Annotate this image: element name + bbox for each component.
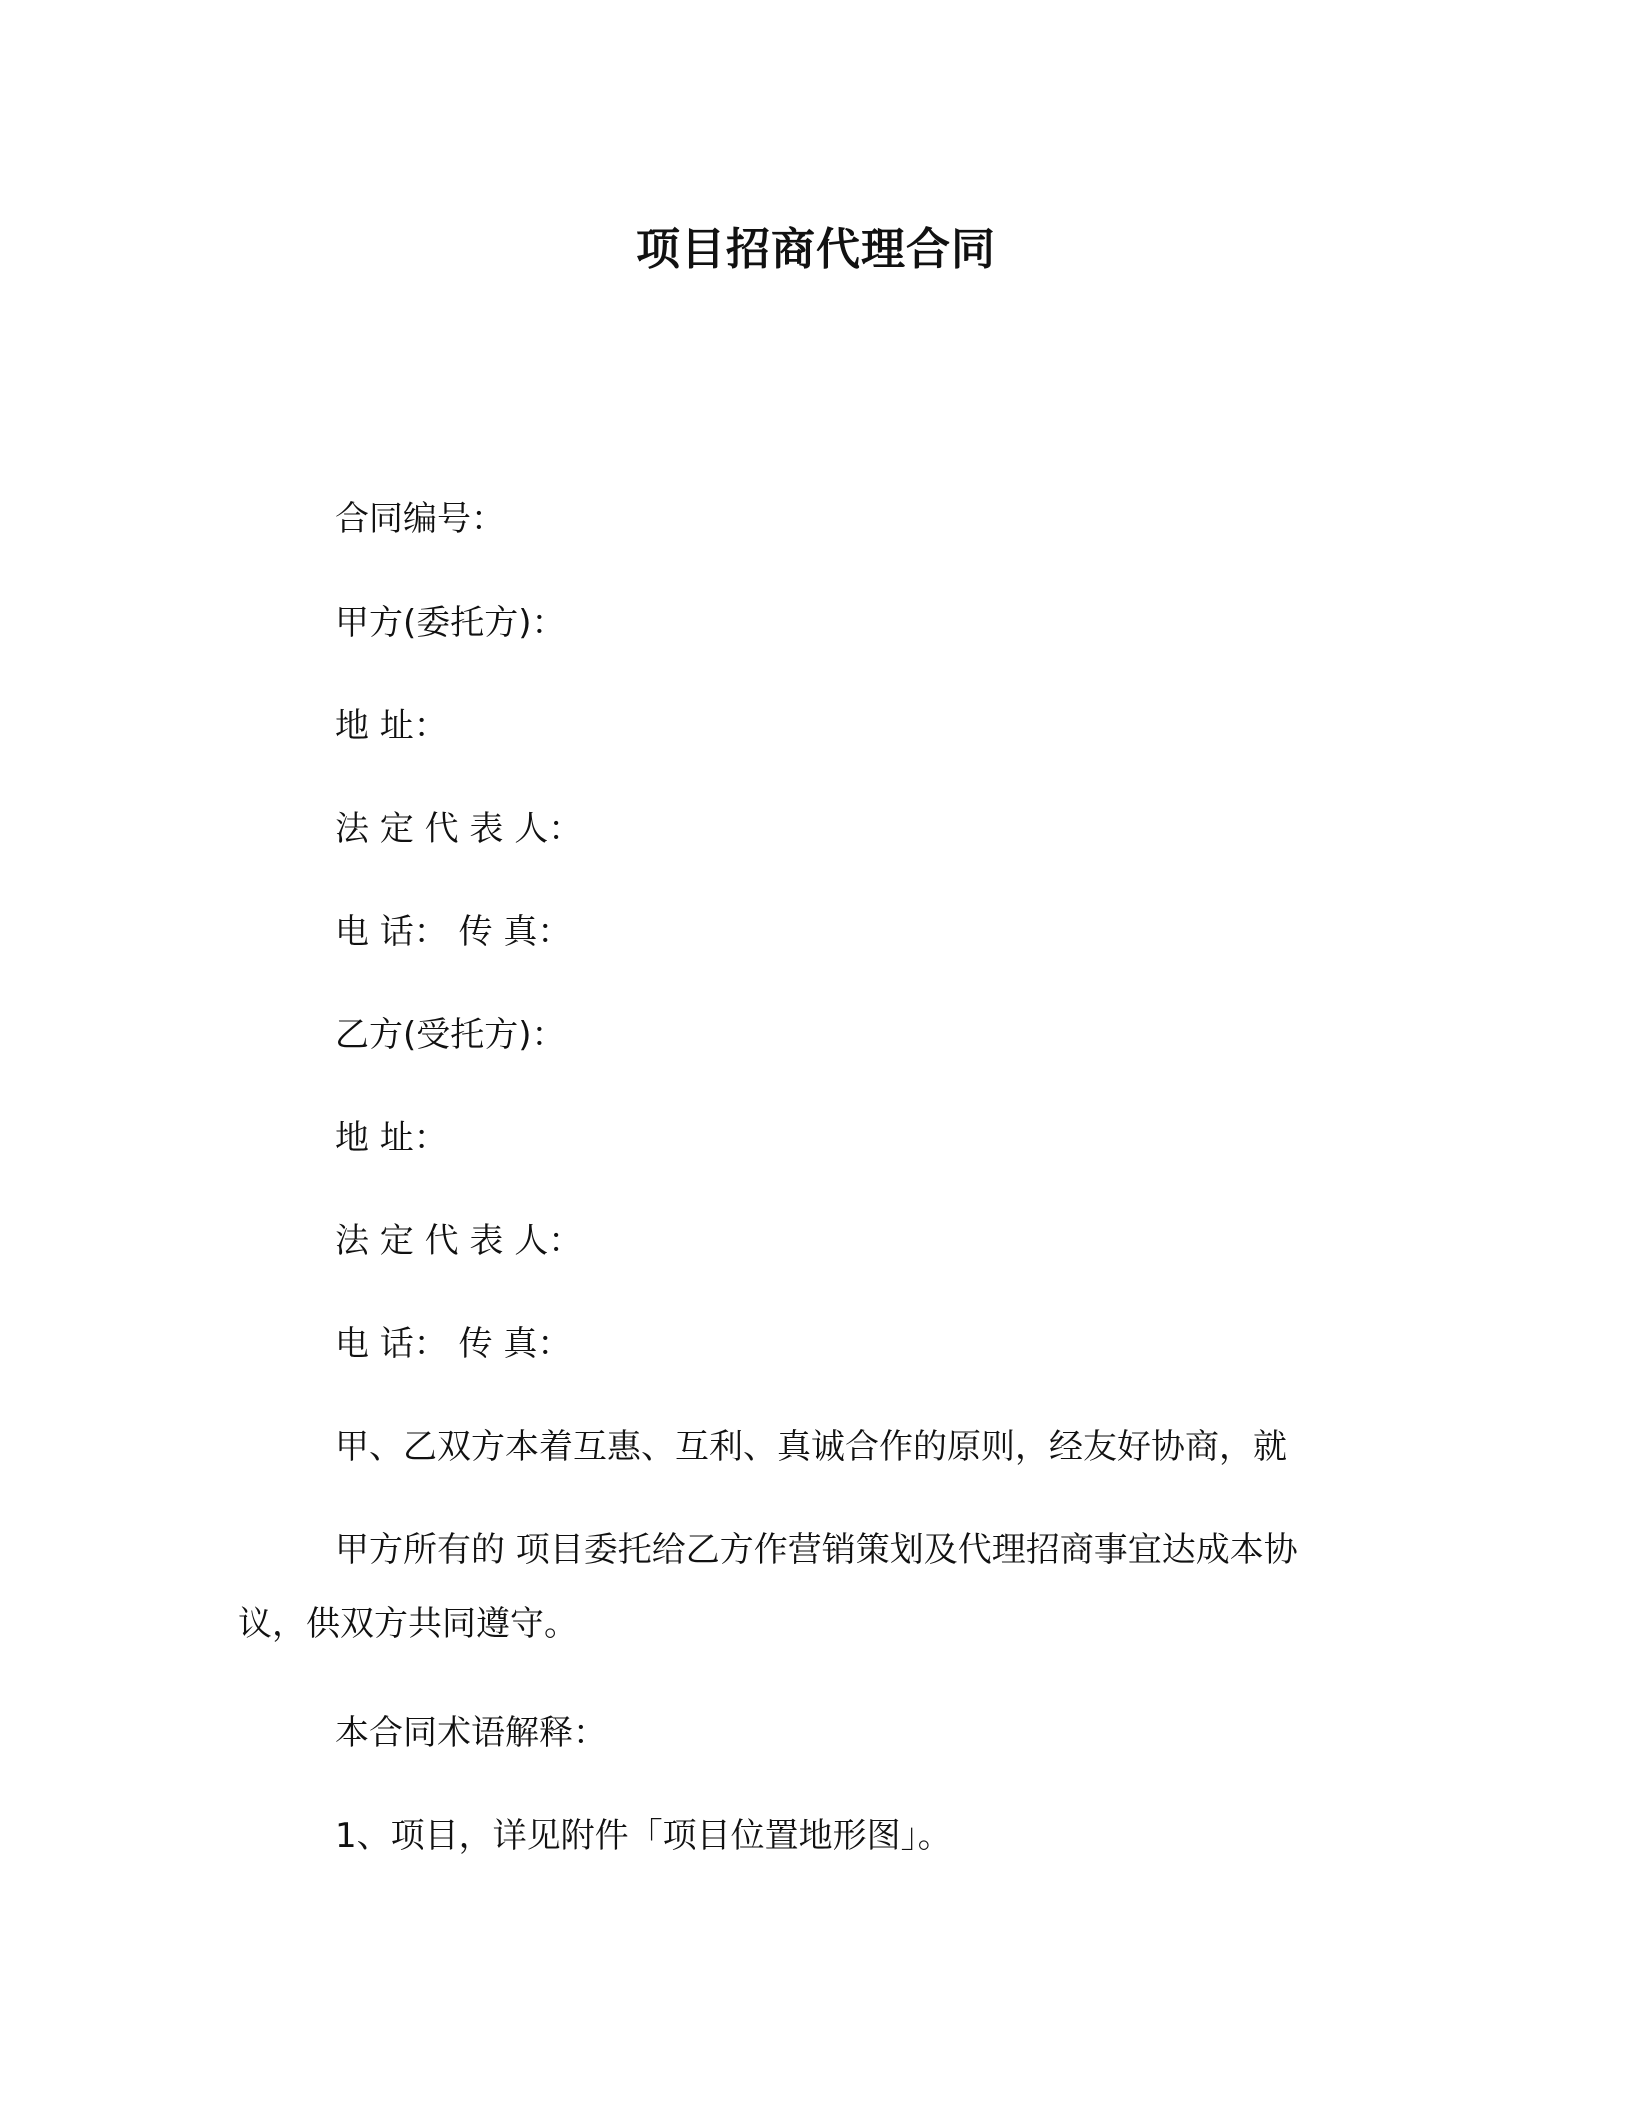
party-a-label: 甲方(委托方)： — [335, 603, 566, 643]
party-b-address-label: 地 址： — [335, 1118, 448, 1158]
preamble-line-2: 甲方所有的 项目委托给乙方作营销策划及代理招商事宜达成本协 — [335, 1530, 1298, 1570]
party-a-address-label: 地 址： — [335, 706, 448, 746]
contract-number-label: 合同编号： — [335, 499, 505, 539]
term-item-1: 1、项目，详见附件「项目位置地形图」。 — [335, 1816, 952, 1856]
party-a-phone-fax-label: 电 话： 传 真： — [335, 912, 572, 952]
party-b-label: 乙方(受托方)： — [335, 1015, 566, 1055]
preamble-line-1: 甲、乙双方本着互惠、互利、真诚合作的原则，经友好协商，就 — [335, 1427, 1287, 1467]
preamble-line-3: 议，供双方共同遵守。 — [238, 1604, 578, 1644]
terms-heading: 本合同术语解释： — [335, 1713, 607, 1753]
party-b-legal-rep-label: 法 定 代 表 人： — [335, 1221, 583, 1261]
document-title: 项目招商代理合同 — [636, 224, 996, 275]
party-b-phone-fax-label: 电 话： 传 真： — [335, 1324, 572, 1364]
party-a-legal-rep-label: 法 定 代 表 人： — [335, 809, 583, 849]
